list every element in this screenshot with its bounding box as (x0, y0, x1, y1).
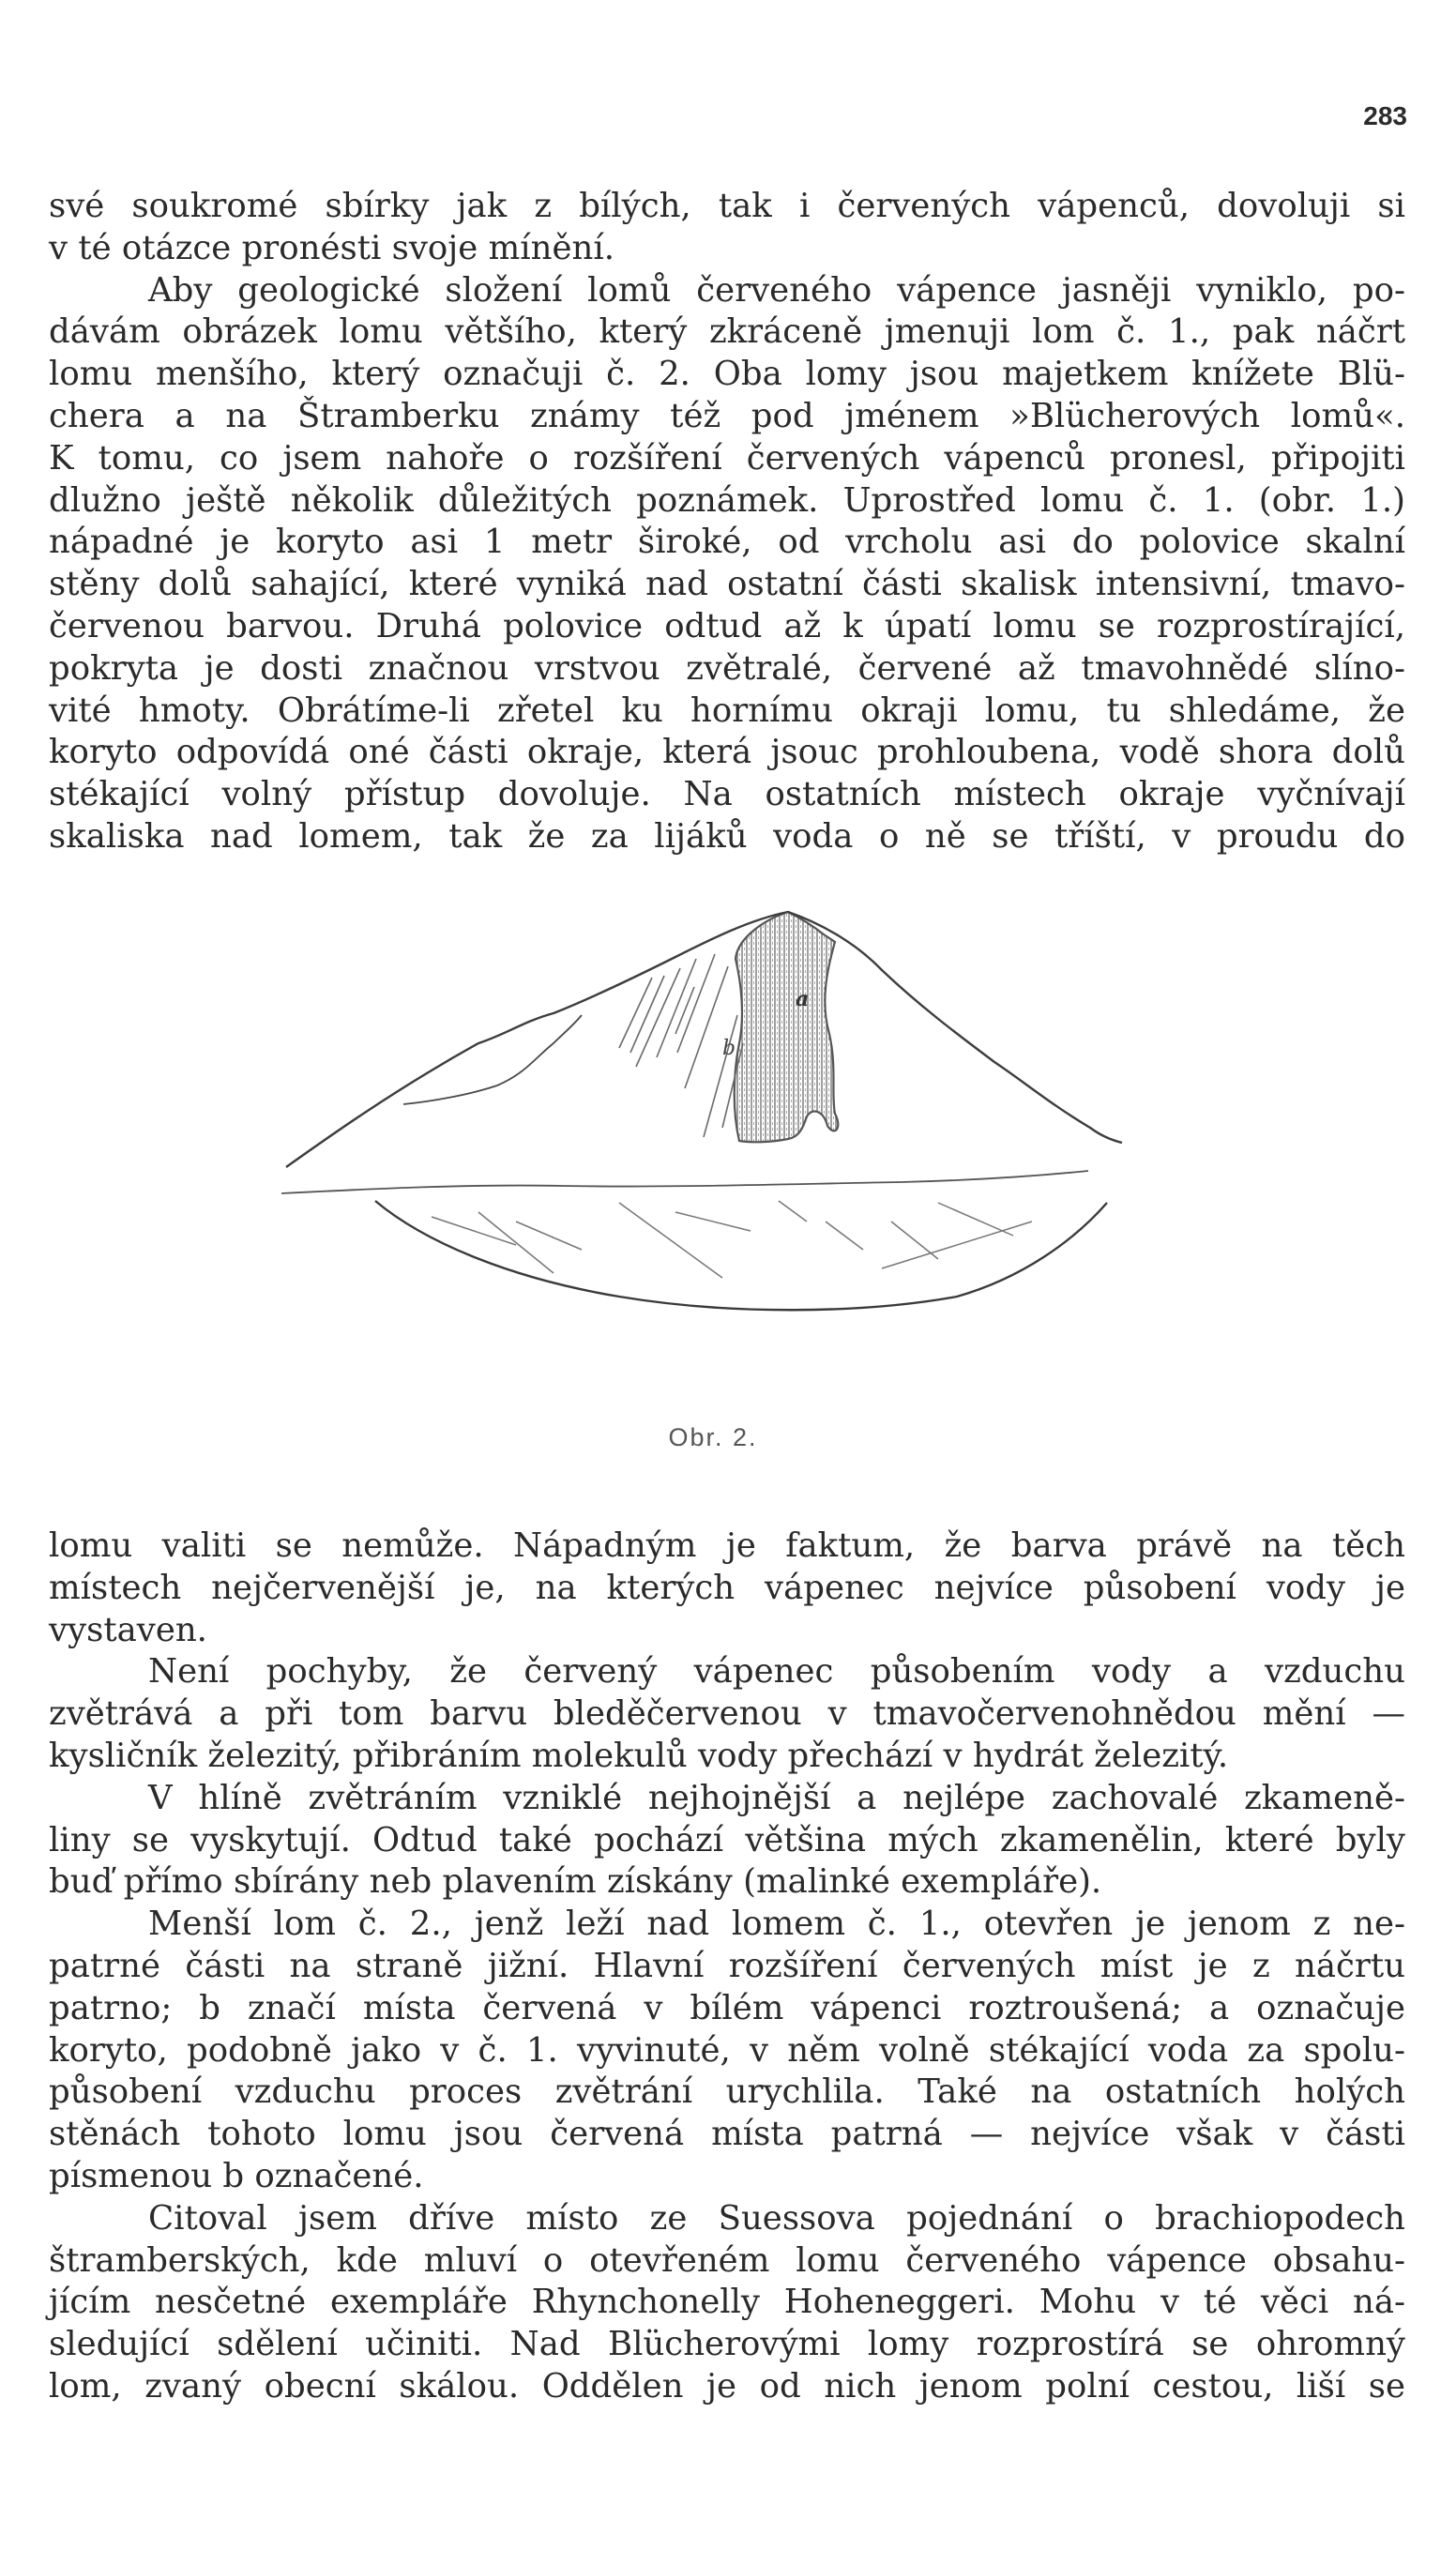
text-block-top (49, 186, 1405, 858)
text-line: červenou barvou. Druhá polovice odtud až k úpatí lomu se rozprostírající, (49, 606, 1405, 645)
hill-outline (286, 912, 1122, 1167)
paragraph (49, 1525, 1405, 1651)
text-line: chera a na Štramberku známy též pod jménem »Blücherových lomů«. (49, 396, 1405, 435)
figure-caption: Obr. 2. (668, 1423, 758, 1451)
red-channel-zone-a (735, 912, 839, 1142)
text-line: vystaven. (49, 1610, 207, 1649)
text-block-bottom (49, 1525, 1405, 2408)
text-line: K tomu, co jsem nahoře o rozšíření červených vápenců pronesl, připojiti (49, 438, 1405, 478)
text-line: místech nejčervenější je, na kterých vápenec nejvíce působení vody je (49, 1568, 1405, 1607)
text-line: Aby geologické složení lomů červeného vápence jasněji vyniklo, po- (148, 270, 1405, 310)
text-line: dávám obrázek lomu většího, který zkráceně jmenuji lom č. 1., pak náčrt (49, 312, 1405, 352)
text-line: sledující sdělení učiniti. Nad Blücherovými lomy rozprostírá se ohromný (49, 2325, 1405, 2364)
paragraph (49, 1778, 1405, 1904)
paragraph (49, 2198, 1405, 2408)
text-line: pokryta je dosti značnou vrstvou zvětralé, červené až tmavohnědé slíno- (49, 648, 1405, 688)
paragraph (49, 186, 1405, 270)
page-number: 283 (1363, 101, 1407, 130)
text-line: V hlíně zvětráním vzniklé nejhojnější a nejlépe zachovalé zkameně- (148, 1778, 1405, 1817)
text-line: lomu valiti se nemůže. Nápadným je faktum, že barva právě na těch (49, 1526, 1405, 1565)
figure-label-b: b (722, 1037, 736, 1060)
figure-quarry-sketch (281, 903, 1145, 1451)
text-line: liny se vyskytují. Odtud také pochází většina mých zkamenělin, které byly (49, 1820, 1405, 1859)
text-line: vité hmoty. Obrátíme-li zřetel ku hornímu okraji lomu, tu shledáme, že (49, 691, 1405, 730)
text-line: jícím nesčetné exempláře Rhynchonelly Hoheneggeri. Mohu v té věci ná- (49, 2283, 1405, 2322)
text-line: dlužno ještě několik důležitých poznámek. Uprostřed lomu č. 1. (obr. 1.) (49, 480, 1405, 520)
paragraph (49, 1904, 1405, 2198)
text-line: štramberských, kde mluví o otevřeném lomu červeného vápence obsahu- (49, 2240, 1405, 2280)
text-line: stékající volný přístup dovoluje. Na ostatních místech okraje vyčnívají (49, 775, 1405, 814)
text-line: Není pochyby, že červený vápenec působením vody a vzduchu (148, 1652, 1405, 1692)
text-line: nápadné je koryto asi 1 metr široké, od vrcholu asi do polovice skalní (49, 523, 1405, 562)
text-line: stěny dolů sahající, které vyniká nad ostatní části skalisk intensivní, tmavo- (49, 565, 1405, 604)
quarry-sketch-drawing (281, 903, 1145, 1409)
text-line: patrné části na straně jižní. Hlavní rozšíření červených míst je z náčrtu (49, 1946, 1405, 1985)
figure-label-a: a (796, 987, 810, 1011)
text-line: skaliska nad lomem, tak že za lijáků voda o ně se tříští, v proudu do (49, 816, 1405, 856)
text-line: kysličník železitý, přibráním molekulů vody přechází v hydrát železitý. (49, 1736, 1229, 1775)
paragraph (49, 270, 1405, 858)
text-line: stěnách tohoto lomu jsou červená místa patrná — nejvíce však v části (49, 2115, 1405, 2154)
text-line: buď přímo sbírány neb plavením získány (malinké exempláře). (49, 1862, 1102, 1902)
text-line: působení vzduchu proces zvětrání urychlila. Také na ostatních holých (49, 2072, 1405, 2112)
paragraph (49, 1651, 1405, 1777)
text-line: lom, zvaný obecní skálou. Oddělen je od nich jenom polní cestou, liší se (49, 2366, 1405, 2406)
text-line: písmenou b označené. (49, 2156, 424, 2195)
text-line: své soukromé sbírky jak z bílých, tak i červených vápenců, dovoluji si (49, 187, 1405, 225)
text-line: lomu menšího, který označuji č. 2. Oba lomy jsou majetkem knížete Blü- (49, 355, 1405, 394)
text-line: v té otázce pronésti svoje mínění. (49, 228, 614, 267)
text-line: patrno; b značí místa červená v bílém vápenci roztroušená; a označuje (49, 1988, 1405, 2027)
text-line: koryto, podobně jako v č. 1. vyvinuté, v něm volně stékající voda za spolu- (49, 2030, 1405, 2070)
text-line: koryto odpovídá oné části okraje, která jsouc prohloubena, vodě shora dolů (49, 733, 1405, 772)
text-line: zvětrává a při tom barvu bleděčervenou v tmavočervenohnědou mění — (49, 1694, 1405, 1734)
text-line: Citoval jsem dříve místo ze Suessova pojednání o brachiopodech (148, 2198, 1405, 2238)
text-line: Menší lom č. 2., jenž leží nad lomem č. 1., otevřen je jenom z ne- (148, 1905, 1405, 1944)
